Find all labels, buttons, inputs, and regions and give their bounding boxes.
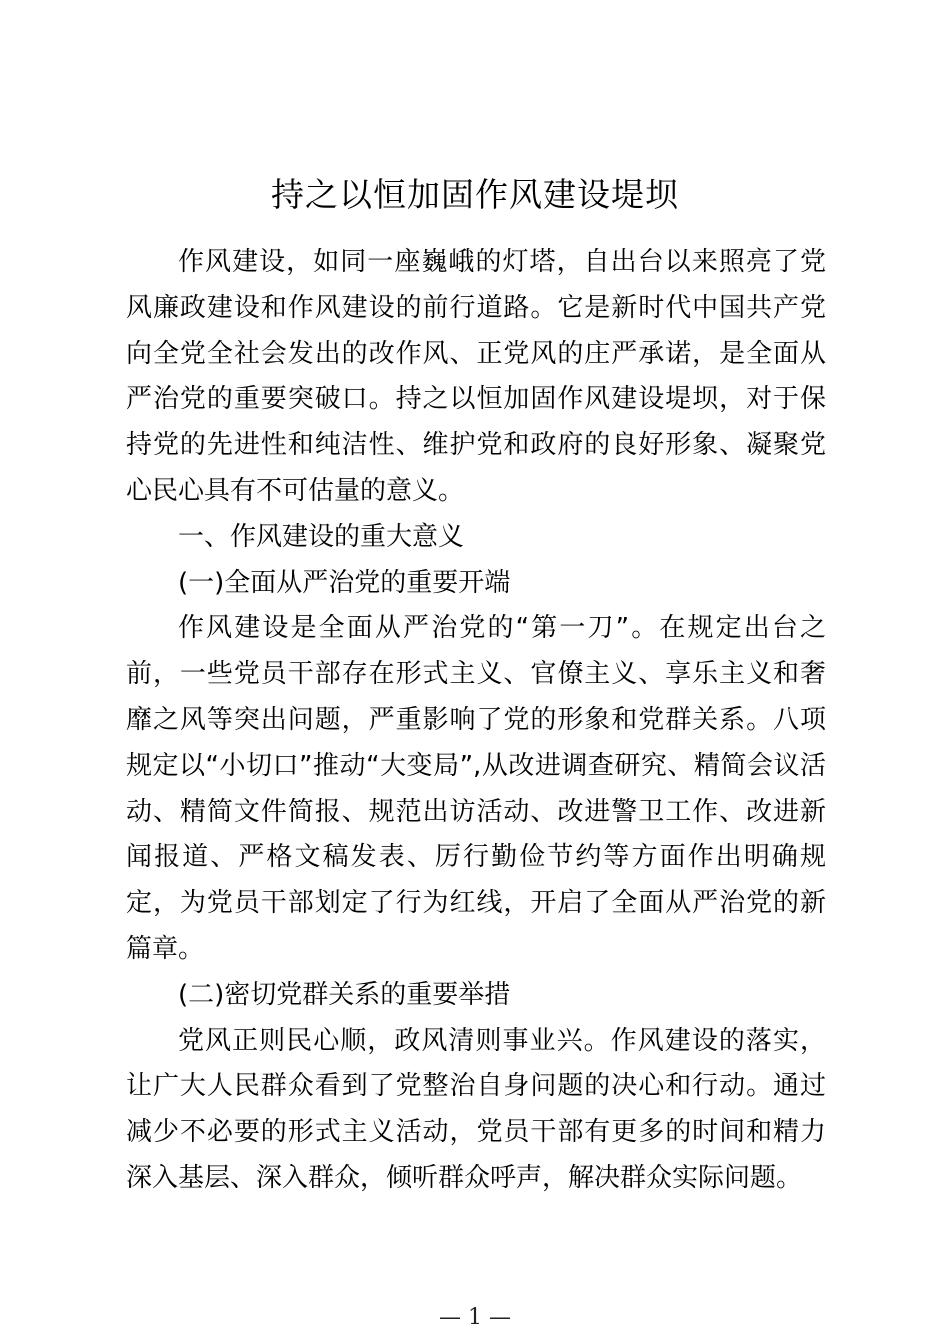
section-heading: 一、作风建设的重大意义 xyxy=(178,521,465,552)
page-number: — 1 — xyxy=(439,1305,511,1330)
body-paragraph: 作风建设，如同一座巍峨的灯塔，自出台以来照亮了党风廉政建设和作风建设的前行道路。它是新时代中国共产党向全党全社会发出的改作风、正党风的庄严承诺，是全面从严治党的重要突破口。持之以恒加固作风建设堤坝，对于保持党的先进性和纯洁性、维护党和政府的良好形象、凝聚党心民心具有不可估量的意义。 xyxy=(126,247,826,506)
subsection-heading: (一)全面从严治党的重要开端 xyxy=(178,567,511,598)
document-title: 持之以恒加固作风建设堤坝 xyxy=(271,175,679,214)
body-paragraph: 党风正则民心顺，政风清则事业兴。作风建设的落实，让广大人民群众看到了党整治自身问题的决心和行动。通过减少不必要的形式主义活动，党员干部有更多的时间和精力深入基层、深入群众，倾听群众呼声，解决群众实际问题。 xyxy=(126,1025,826,1193)
subsection-heading: (二)密切党群关系的重要举措 xyxy=(178,979,511,1010)
body-paragraph: 作风建设是全面从严治党的“第一刀”。在规定出台之前，一些党员干部存在形式主义、官僚主义、享乐主义和奢靡之风等突出问题，严重影响了党的形象和党群关系。八项规定以“小切口”推动“大变局”,从改进调查研究、精简会议活动、精简文件简报、规范出访活动、改进警卫工作、改进新闻报道、严格文稿发表、厉行勤俭节约等方面作出明确规定，为党员干部划定了行为红线，开启了全面从严治党的新篇章。 xyxy=(126,613,826,964)
document-body xyxy=(126,240,826,1202)
